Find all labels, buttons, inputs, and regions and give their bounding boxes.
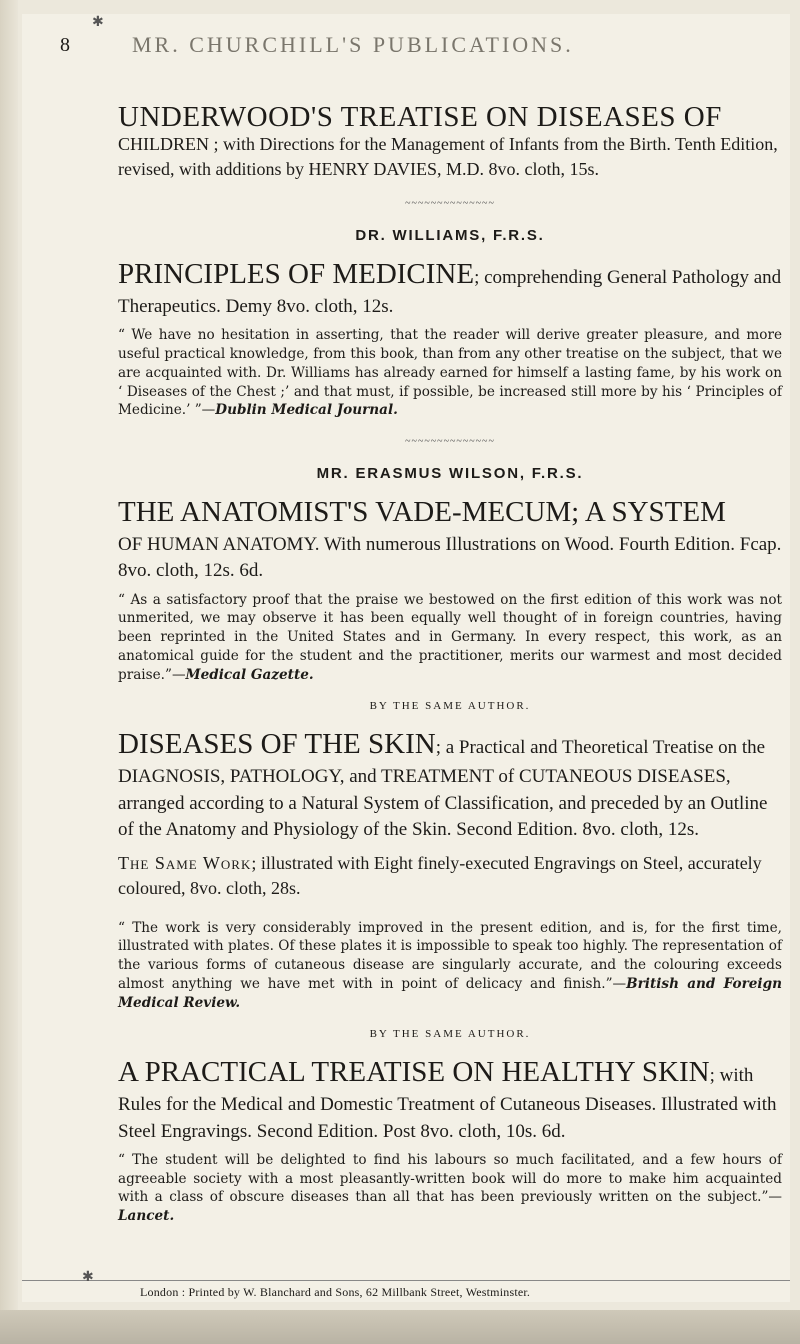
catalogue-content (118, 102, 782, 1226)
printed-page (22, 14, 790, 1302)
running-head: MR. CHURCHILL'S PUBLICATIONS. (132, 32, 574, 57)
page-edge (0, 0, 18, 1344)
same-work-label: The Same Work (118, 852, 252, 873)
quote-text: “ As a satisfactory proof that the praise we bestowed on the first edition of this work was not unmerited, we may observe it has been equally well thought of in foreign countries, having been reprinted in the United States and in Germany. In every respect, this work, as an anatomical guide for the student and the practitioner, merits our warmest and most decided praise.”— (118, 591, 782, 683)
book-description: CHILDREN ; with Directions for the Management of Infants from the Birth. Tenth Edition, revised, with additions by HENRY DAVIES, M.D. 8vo. cloth, 15s. (118, 134, 778, 180)
quote-text: “ We have no hesitation in asserting, that the reader will derive greater pleasure, and more useful practical knowledge, from this book, than from any other treatise on the subject, that we are acquainted with. Dr. Williams has already earned for himself a lasting fame, by his work on ‘ Diseases of the Chest ;’ and that must, if possible, be increased still more by his ‘ Principles of Medicine.’ ”— (118, 327, 782, 419)
book-entry (118, 492, 782, 584)
review-quote (118, 326, 782, 420)
by-same-author-label: BY THE SAME AUTHOR. (369, 700, 531, 713)
page-header (22, 15, 790, 64)
page-number: 8 (60, 34, 70, 56)
printer-imprint-bar (22, 1270, 790, 1305)
book-title: THE ANATOMIST'S VADE-MECUM; A SYSTEM (118, 496, 726, 529)
book-entry (118, 254, 782, 320)
ornament-divider: ~~~~~~~~~~~~~~ (405, 436, 495, 448)
book-description: ; a Practical and Theoretical Treatise on the DIAGNOSIS, PATHOLOGY, and TREATMENT of CUTANEOUS DISEASES, arranged according to a Natural System of Classification, and preceded by an Outline of the Anatomy and Physiology of the Skin. Second Edition. 8vo. cloth, 12s. (118, 737, 768, 840)
author-heading: MR. ERASMUS WILSON, F.R.S. (316, 465, 584, 483)
quote-source: British and Foreign Medical Review. (118, 975, 782, 1011)
quote-source: Medical Gazette. (185, 666, 314, 683)
review-quote (118, 919, 782, 1013)
review-quote (118, 591, 782, 685)
page-bottom-edge (0, 1310, 800, 1344)
quote-source: Lancet. (118, 1208, 175, 1225)
quote-text: “ The student will be delighted to find his labours so much facilitated, and a few hours of agreeable society with a most pleasantly-written book will do more to make him acquainted with a class of obscure diseases than all that has been previously written on the subject.”— (118, 1151, 782, 1206)
book-entry (118, 1052, 782, 1144)
corner-asterisk-icon: ✱ (92, 15, 104, 30)
book-variant-entry (118, 851, 782, 901)
corner-asterisk-icon: ✱ (82, 1270, 94, 1285)
book-entry (118, 724, 782, 843)
same-work-description: ; illustrated with Eight finely-executed Engravings on Steel, accurately coloured, 8vo. cloth, 28s. (118, 852, 762, 898)
ornament-divider: ~~~~~~~~~~~~~~ (405, 198, 495, 210)
author-heading: DR. WILLIAMS, F.R.S. (355, 227, 545, 245)
quote-text: “ The work is very considerably improved in the present edition, and is, for the first time, illustrated with plates. Of these plates it is impossible to speak too highly. The representation of the various forms of cutaneous disease are singularly accurate, and the colouring exceeds almost anything we have met with in point of delicacy and finish.”— (118, 919, 782, 992)
by-same-author-label: BY THE SAME AUTHOR. (369, 1028, 531, 1041)
printer-imprint: London : Printed by W. Blanchard and Sons, 62 Millbank Street, Westminster. (140, 1285, 531, 1299)
quote-source: Dublin Medical Journal. (215, 402, 398, 419)
book-title: DISEASES OF THE SKIN (118, 728, 436, 761)
entry-underwood (118, 102, 782, 182)
book-title: PRINCIPLES OF MEDICINE (118, 258, 475, 291)
review-quote (118, 1151, 782, 1226)
book-description: ; comprehending General Pathology and Therapeutics. Demy 8vo. cloth, 12s. (118, 267, 782, 318)
book-description: ; with Rules for the Medical and Domestic Treatment of Cutaneous Diseases. Illustrated with Steel Engravings. Second Edition. Post 8vo. cloth, 10s. 6d. (118, 1065, 777, 1142)
book-title: A PRACTICAL TREATISE ON HEALTHY SKIN (118, 1056, 710, 1089)
book-title: UNDERWOOD'S TREATISE ON DISEASES OF (118, 101, 722, 133)
book-description: OF HUMAN ANATOMY. With numerous Illustrations on Wood. Fourth Edition. Fcap. 8vo. cloth, 12s. 6d. (118, 534, 782, 582)
